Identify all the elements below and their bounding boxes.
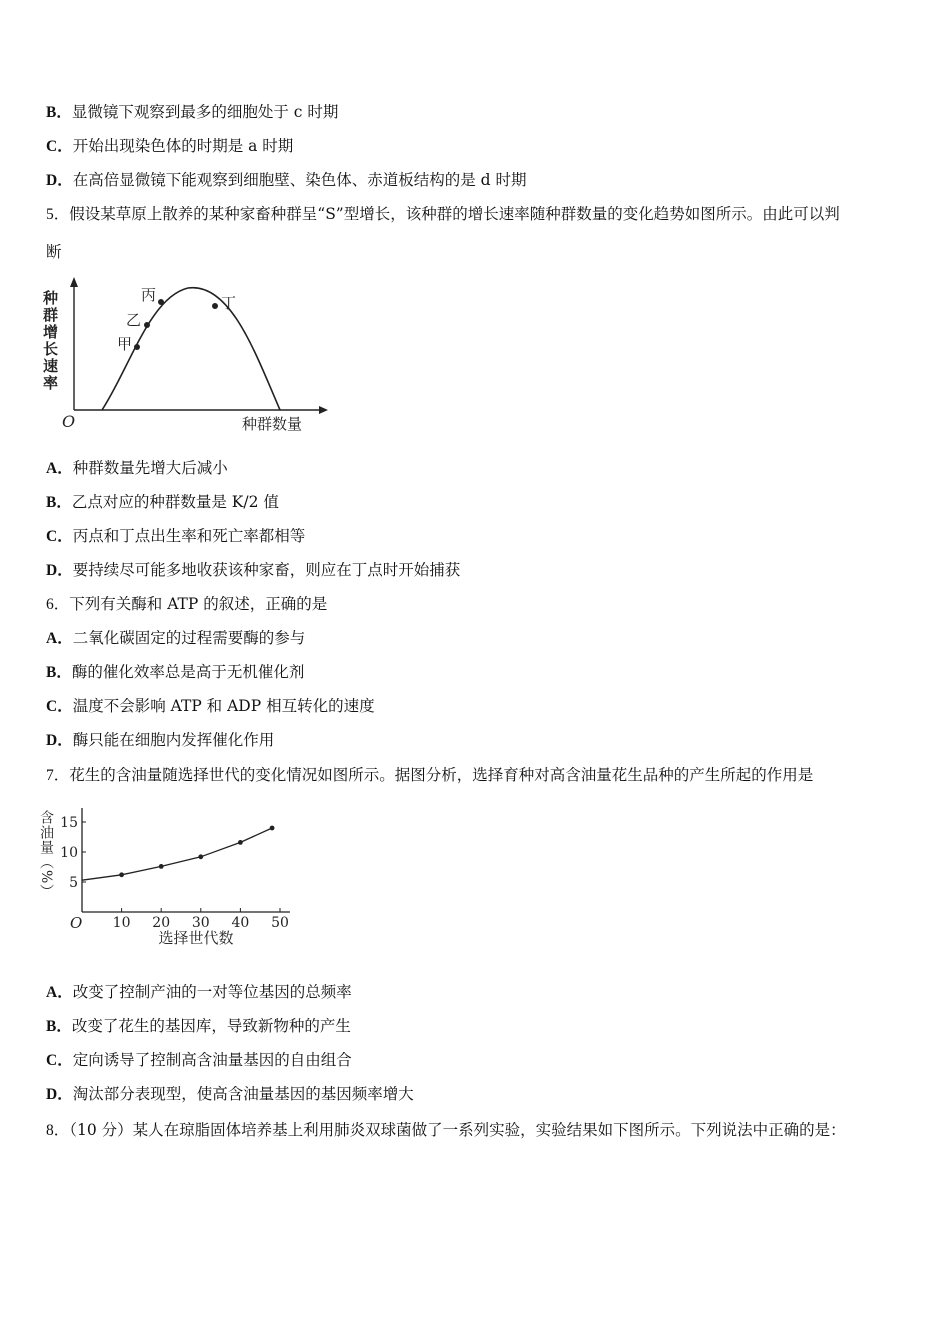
oil-content-chart [40, 800, 300, 950]
option-text: 二氧化碳固定的过程需要酶的参与 [72, 629, 306, 647]
option-letter: C． [46, 528, 73, 545]
q5-option-d [46, 560, 460, 581]
x-tick-label: 30 [191, 915, 210, 931]
x-tick-label: 50 [271, 915, 289, 931]
option-letter: B． [46, 1018, 72, 1035]
chart-y-axis-label: 含油量（%） [38, 810, 54, 900]
option-text: 乙点对应的种群数量是 K/2 值 [71, 493, 279, 511]
option-letter: C． [46, 698, 73, 715]
option-letter: C． [46, 1052, 73, 1069]
x-tick-label: 40 [231, 915, 250, 931]
option-text: 丙点和丁点出生率和死亡率都相等 [72, 527, 306, 545]
option-letter: D． [46, 172, 73, 189]
q7-option-c [46, 1050, 352, 1071]
option-letter: B． [46, 664, 72, 681]
option-text: 开始出现染色体的时期是 a 时期 [72, 137, 294, 155]
option-letter: B． [46, 494, 72, 511]
data-point [238, 840, 243, 845]
data-point [159, 864, 164, 869]
origin-label: O [62, 412, 76, 431]
q5-option-b [46, 492, 279, 513]
q7-option-a [46, 982, 352, 1003]
q6-stem [46, 594, 327, 615]
oil-content-line [82, 828, 272, 880]
question-stem: 假设某草原上散养的某种家畜种群呈“S”型增长，该种群的增长速率随种群数量的变化趋势如图所示。由此可以判 [69, 205, 840, 223]
chart-origin-label: O [70, 914, 83, 932]
point-yi [144, 322, 150, 328]
option-text: 种群数量先增大后减小 [72, 459, 228, 477]
option-text: 改变了控制产油的一对等位基因的总频率 [72, 983, 352, 1001]
q6-option-d [46, 730, 274, 751]
option-text: 改变了花生的基因库，导致新物种的产生 [71, 1017, 351, 1035]
q6-option-a [46, 628, 305, 649]
option-text: 淘汰部分表现型，使高含油量基因的基因频率增大 [72, 1085, 414, 1103]
data-point [119, 872, 124, 877]
y-tick-label: 15 [60, 815, 78, 831]
q5-stem-continued: 断 [46, 243, 62, 261]
q7-stem [46, 765, 813, 786]
question-stem: 花生的含油量随选择世代的变化情况如图所示。据图分析，选择育种对高含油量花生品种的产生所起的作用是 [69, 766, 814, 784]
question-number: 5． [46, 206, 70, 223]
x-axis-arrow [319, 406, 328, 414]
option-letter: B． [46, 104, 72, 121]
q5-stem [46, 204, 840, 225]
question-stem: （10 分）某人在琼脂固体培养基上利用肺炎双球菌做了一系列实验，实验结果如下图所示。下列说法中正确的是： [69, 1121, 846, 1139]
option-letter: D． [46, 732, 73, 749]
data-point [198, 854, 203, 859]
option-text: 在高倍显微镜下能观察到细胞壁、染色体、赤道板结构的是 d 时期 [72, 171, 527, 189]
q7-option-d [46, 1084, 414, 1105]
x-axis-label: 种群数量 [242, 415, 303, 433]
option-letter: A． [46, 984, 73, 1001]
q4-option-c [46, 136, 293, 157]
question-number: 8． [46, 1122, 70, 1139]
option-letter: A． [46, 460, 73, 477]
y-axis-arrow [70, 277, 78, 287]
q4-option-b [46, 102, 338, 123]
q8-stem [46, 1120, 846, 1141]
x-tick-label: 20 [152, 915, 171, 931]
option-text: 显微镜下观察到最多的细胞处于 c 时期 [71, 103, 339, 121]
growth-rate-figure [40, 272, 340, 442]
q4-option-d [46, 170, 526, 191]
option-text: 酶的催化效率总是高于无机催化剂 [71, 663, 305, 681]
label-jia: 甲 [117, 335, 133, 353]
option-text: 温度不会影响 ATP 和 ADP 相互转化的速度 [72, 697, 375, 715]
y-tick-label: 5 [69, 875, 78, 891]
q5-option-a [46, 458, 228, 479]
q6-option-b [46, 662, 304, 683]
q5-option-c [46, 526, 305, 547]
point-bing [158, 299, 164, 305]
question-stem: 下列有关酶和 ATP 的叙述，正确的是 [69, 595, 328, 613]
option-text: 定向诱导了控制高含油量基因的自由组合 [72, 1051, 352, 1069]
option-text: 要持续尽可能多地收获该种家畜，则应在丁点时开始捕获 [72, 561, 461, 579]
point-ding [212, 303, 218, 309]
q6-option-c [46, 696, 375, 717]
label-ding: 丁 [221, 294, 237, 312]
label-yi: 乙 [126, 311, 142, 329]
y-tick-label: 10 [60, 845, 78, 861]
x-tick-label: 10 [112, 915, 131, 931]
point-jia [134, 344, 140, 350]
chart-x-axis-label: 选择世代数 [158, 929, 234, 947]
data-point [270, 826, 275, 831]
question-number: 6． [46, 596, 70, 613]
option-letter: D． [46, 1086, 73, 1103]
label-bing: 丙 [141, 286, 157, 304]
option-letter: D． [46, 562, 73, 579]
option-text: 酶只能在细胞内发挥催化作用 [72, 731, 275, 749]
option-letter: C． [46, 138, 73, 155]
y-axis-label: 种群增长速率 [41, 290, 59, 392]
q7-option-b [46, 1016, 351, 1037]
option-letter: A． [46, 630, 73, 647]
question-number: 7． [46, 767, 70, 784]
